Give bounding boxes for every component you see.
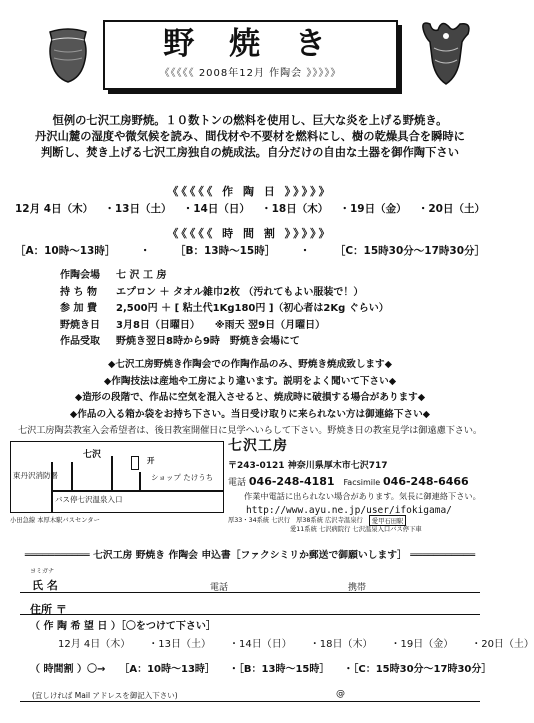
time-choice-option[interactable]: ・［B：13時〜15時］ xyxy=(228,664,330,675)
time-choice-row xyxy=(30,660,491,675)
date-item: ・18日（木） xyxy=(261,203,329,215)
wish-date-option[interactable]: ・19日（金） xyxy=(390,639,454,650)
access-map xyxy=(10,441,224,513)
wish-date-option[interactable]: 12月 4日（木） xyxy=(58,639,131,650)
shrine-icon: 开 xyxy=(147,456,155,465)
note-line: ◆造形の段階で、作品に空気を混入させると、焼成時に破損する場合があります◆ xyxy=(74,392,426,403)
detail-value: 3月8日（日曜日） ※雨天 翌9日（月曜日） xyxy=(116,319,326,331)
organization-address: 〒243-0121 神奈川県厚木市七沢717 xyxy=(228,461,388,471)
address-label: 住所 〒 xyxy=(30,603,67,616)
wish-date-option[interactable]: ・13日（土） xyxy=(148,639,211,650)
note-line: ◆作品の入る箱か袋をお持ち下さい。当日受け取りに来られない方は御連絡下さい◆ xyxy=(69,408,431,420)
legend-item: 愛甲石田駅 xyxy=(369,515,406,526)
session-dates xyxy=(15,201,485,216)
tel-label: 電話 xyxy=(228,478,247,488)
detail-key: 参 加 費 xyxy=(60,303,97,314)
intro-text xyxy=(15,113,485,161)
event-details xyxy=(60,268,389,351)
time-choice-option[interactable]: ［A：10時〜13時］ xyxy=(119,664,215,675)
detail-row xyxy=(60,301,389,318)
title-box xyxy=(103,20,398,90)
mail-label: (宜しければ Mail アドレスを御記入下さい) xyxy=(32,691,178,700)
date-item: 12月 4日（木） xyxy=(15,203,94,215)
session-dates-heading: 《《《《《 作 陶 日 》》》》》 xyxy=(167,185,333,198)
note-line: ◆七沢工房野焼き作陶会での作陶作品のみ、野焼き焼成致します◆ xyxy=(108,359,392,370)
detail-value: 2,500円 ＋ [ 粘土代1Kg180円 ]（初心者は2Kg ぐらい） xyxy=(116,303,389,314)
website-link[interactable]: http://www.ayu.ne.jp/user/ifokigama/ xyxy=(246,505,452,516)
detail-key: 作品受取 xyxy=(60,336,100,347)
detail-value: 七 沢 工 房 xyxy=(116,270,167,281)
time-slots-heading: 《《《《《 時 間 割 》》》》》 xyxy=(167,227,333,240)
time-slot-separator: ・ xyxy=(139,245,151,257)
page-title: 野 焼 き xyxy=(163,26,338,62)
address-field[interactable] xyxy=(20,614,480,615)
mobile-label: 携帯 xyxy=(348,583,367,593)
page-subtitle: 《《《《《 2008年12月 作陶会 》》》》》 xyxy=(159,68,342,79)
time-choice-option[interactable]: ・［C：15時30分〜17時30分］ xyxy=(343,664,492,675)
legend-item: 愛11系統 七沢病院行 七沢温泉入口バス停下車 xyxy=(290,526,422,533)
wish-dates xyxy=(58,635,534,650)
map-legend xyxy=(10,515,222,524)
date-item: ・19日（金） xyxy=(339,203,407,215)
detail-key: 野焼き日 xyxy=(60,319,100,331)
furigana-label: ヨミガナ xyxy=(30,568,55,575)
jomon-flame-pot-right-icon xyxy=(418,18,474,88)
detail-row xyxy=(60,285,389,302)
map-label-fire-station: 東丹沢消防署 xyxy=(13,471,58,480)
detail-row xyxy=(60,268,389,285)
detail-value: エプロン ＋ タオル雑巾2枚 （汚れてもよい服装で！） xyxy=(116,286,364,298)
map-label-shop: ショップ たけうち xyxy=(151,473,214,482)
notes xyxy=(0,357,500,440)
building-icon xyxy=(131,456,139,470)
legend-item: 厚33・34系統 七沢行 xyxy=(228,517,291,524)
time-choice-label: （ 時間割 ）〇→ xyxy=(30,664,106,675)
legend-item: 小田急線 本厚木駅バスセンター xyxy=(10,517,100,524)
wish-date-label: （ 作 陶 希 望 日 ）［〇をつけて下さい］ xyxy=(30,621,216,632)
form-title: ═══════════ 七沢工房 野焼き 作陶会 申込書［ファクシミリか郵送で御願いします］ ═══════════ xyxy=(24,550,476,561)
time-slot: ［A：10時〜13時］ xyxy=(15,245,116,257)
mail-field[interactable] xyxy=(20,701,480,702)
note-line: ◆作陶技法は産地や工房により違います。説明をよく聞いて下さい◆ xyxy=(103,375,397,387)
jomon-pot-left-icon xyxy=(44,24,92,84)
wish-date-option[interactable]: ・14日（日） xyxy=(229,639,292,650)
date-item: ・13日（土） xyxy=(104,203,172,215)
phone-label: 電話 xyxy=(210,583,229,593)
detail-row xyxy=(60,318,389,335)
time-slots xyxy=(15,243,485,258)
intro-line: 判断し、焚き上げる七沢工房独自の焼成法。自分だけの自由な土器を御作陶下さい xyxy=(41,146,459,159)
tel-number: 046-248-4181 xyxy=(248,475,335,488)
note-line: 七沢工房陶芸教室入会希望者は、後日教室開催日に見学へいらして下さい。野焼き日の教室見学は御遠慮下さい。 xyxy=(18,425,482,436)
mail-at-sign: @ xyxy=(336,689,345,699)
contact-note: 作業中電話に出られない場合があります。気長に御連絡下さい。 xyxy=(244,491,481,501)
time-slot: ［B：13時〜15時］ xyxy=(174,245,276,257)
fax-label: Facsimile xyxy=(343,478,381,487)
time-slot-separator: ・ xyxy=(299,245,311,257)
intro-line: 恒例の七沢工房野焼。１０数トンの燃料を使用し、巨大な炎を上げる野焼き。 xyxy=(52,114,448,127)
wish-date-option[interactable]: ・18日（木） xyxy=(309,639,373,650)
fax-number: 046-248-6466 xyxy=(383,475,469,488)
date-item: ・20日（土） xyxy=(417,203,485,215)
wish-date-option[interactable]: ・20日（土） xyxy=(471,639,534,650)
detail-key: 持 ち 物 xyxy=(60,286,97,298)
intro-line: 丹沢山麓の湿度や微気候を読み、間伐材や不要材を燃料にし、樹の乾燥具合を瞬時に xyxy=(35,130,465,143)
detail-row xyxy=(60,334,389,351)
map-label-bus-stop: バス停七沢温泉入口 xyxy=(55,495,123,504)
name-label: 氏 名 xyxy=(32,579,58,592)
detail-value: 野焼き翌日8時から9時 野焼き会場にて xyxy=(116,336,300,347)
name-field[interactable] xyxy=(20,592,480,593)
organization-info xyxy=(228,435,493,516)
map-label-nanasawa: 七沢 xyxy=(83,450,102,460)
organization-name: 七沢工房 xyxy=(228,438,288,454)
time-slot: ［C：15時30分〜17時30分］ xyxy=(334,245,485,257)
legend-item: 厚38系統 広沢寺温泉行 xyxy=(296,517,363,524)
detail-key: 作陶会場 xyxy=(60,270,100,281)
date-item: ・14日（日） xyxy=(182,203,250,215)
